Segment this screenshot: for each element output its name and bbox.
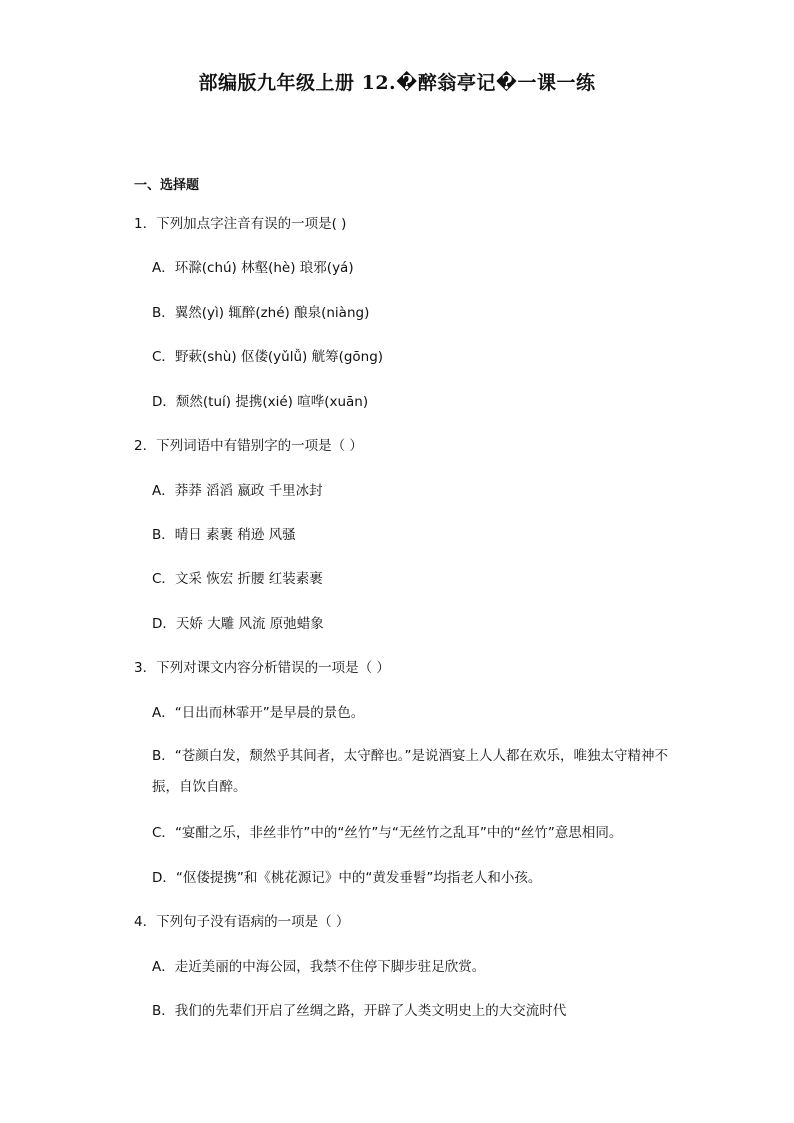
option-text: 野蔌(shù) 伛偻(yǔlǚ) 觥筹(gōng) xyxy=(174,349,384,365)
option-text: “日出而林霏开”是早晨的景色。 xyxy=(174,705,365,721)
question-4-stem: 4．下列句子没有语病的一项是（ ） xyxy=(134,914,350,930)
question-2-option-a xyxy=(152,482,323,500)
option-label: B． xyxy=(152,527,175,543)
option-label: C． xyxy=(152,571,175,587)
option-text: 天娇 大雕 风流 原弛蜡象 xyxy=(175,616,324,632)
question-1-option-b xyxy=(152,304,369,322)
option-label: D． xyxy=(152,616,176,632)
option-text: “苍颜白发，颓然乎其间者，太守醉也。”是说酒宴上人人都在欢乐，唯独太守精神不振，自饮自醉。 xyxy=(152,748,669,795)
option-text: 晴日 素裹 稍逊 风骚 xyxy=(174,527,296,543)
question-3-option-c xyxy=(152,824,622,842)
question-3-stem: 3．下列对课文内容分析错误的一项是（ ） xyxy=(134,660,390,676)
section-heading: 一、选择题 xyxy=(134,178,200,193)
option-text: 颓然(tuí) 提携(xié) 喧哗(xuān) xyxy=(175,394,369,410)
option-label: C． xyxy=(152,825,175,841)
option-label: D． xyxy=(152,870,176,886)
question-2-option-c xyxy=(152,570,323,588)
option-text: 翼然(yì) 辄醉(zhé) 酿泉(niàng) xyxy=(174,305,370,321)
question-4-option-b xyxy=(152,1002,566,1020)
question-2-option-d xyxy=(152,615,324,633)
question-4-option-a xyxy=(152,958,485,976)
question-1-option-a xyxy=(152,259,354,277)
question-1-option-d xyxy=(152,393,368,411)
question-3-option-a xyxy=(152,704,364,722)
option-label: A． xyxy=(152,705,175,721)
option-label: D． xyxy=(152,394,176,410)
option-text: 我们的先辈们开启了丝绸之路，开辟了人类文明史上的大交流时代 xyxy=(174,1003,567,1019)
option-text: “宴酣之乐，非丝非竹”中的“丝竹”与“无丝竹之乱耳”中的“丝竹”意思相同。 xyxy=(174,825,623,841)
option-text: 文采 恢宏 折腰 红装素裹 xyxy=(174,571,323,587)
option-text: 环滁(chú) 林壑(hè) 琅邪(yá) xyxy=(174,260,354,276)
option-text: 走近美丽的中海公园，我禁不住停下脚步驻足欣赏。 xyxy=(174,959,486,975)
question-3-option-b xyxy=(152,741,672,803)
option-label: C． xyxy=(152,349,175,365)
option-label: A． xyxy=(152,483,175,499)
option-label: B． xyxy=(152,748,175,764)
option-label: B． xyxy=(152,1003,175,1019)
option-label: B． xyxy=(152,305,175,321)
question-3-option-d xyxy=(152,869,541,887)
page-title: 部编版九年级上册 12.�醉翁亭记�一课一练 xyxy=(198,72,596,94)
question-2-stem: 2．下列词语中有错别字的一项是（ ） xyxy=(134,438,363,454)
option-label: A． xyxy=(152,260,175,276)
question-1-option-c xyxy=(152,348,383,366)
question-1-stem: 1．下列加点字注音有误的一项是( ) xyxy=(134,216,347,232)
option-label: A． xyxy=(152,959,175,975)
option-text: 莽莽 滔滔 嬴政 千里冰封 xyxy=(174,483,323,499)
question-2-option-b xyxy=(152,526,296,544)
option-text: “伛偻提携”和《桃花源记》中的“黄发垂髫”均指老人和小孩。 xyxy=(175,870,542,886)
